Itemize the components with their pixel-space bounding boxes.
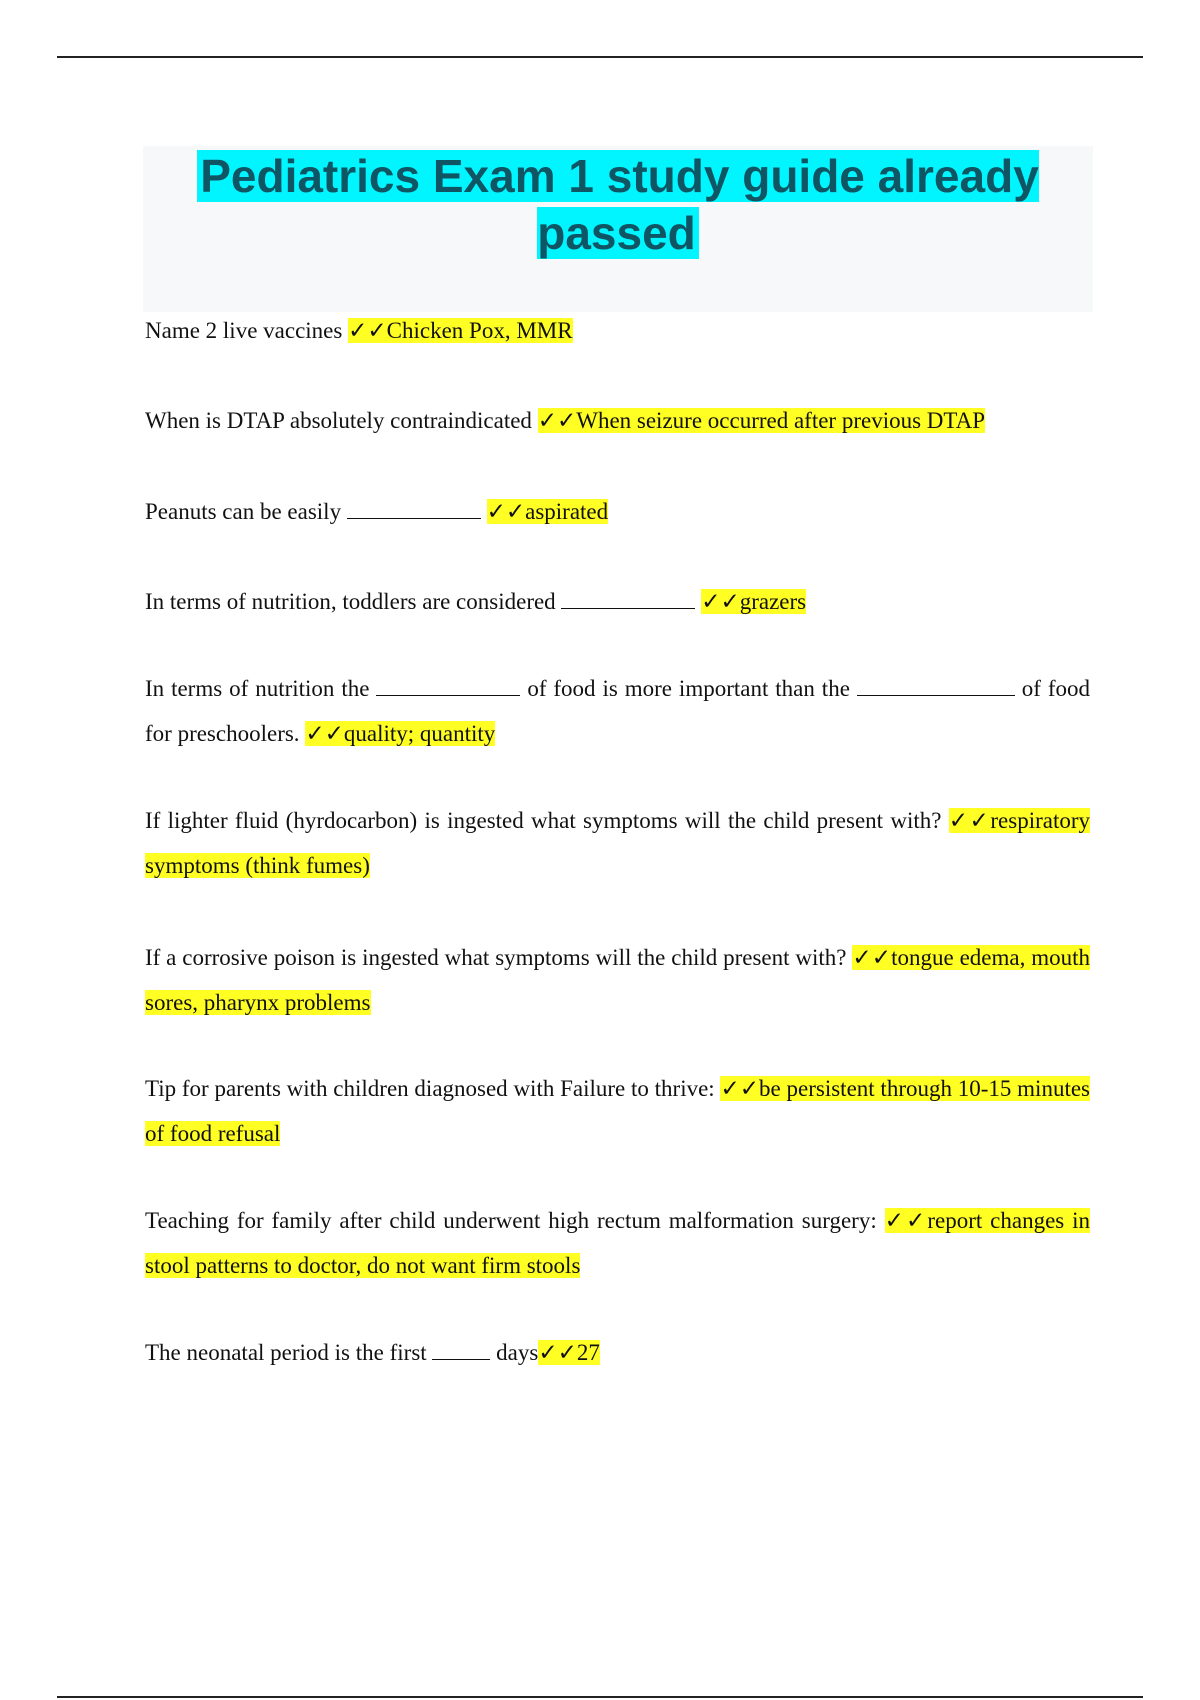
answer-text: aspirated bbox=[525, 499, 609, 524]
question-text: In terms of nutrition, toddlers are considered bbox=[145, 589, 556, 614]
answer-highlight bbox=[538, 408, 985, 433]
answer-text: quality; quantity bbox=[343, 721, 496, 746]
double-check-icon: ✓✓ bbox=[537, 408, 577, 433]
double-check-icon: ✓✓ bbox=[852, 945, 892, 970]
question-text: Name 2 live vaccines bbox=[145, 318, 343, 343]
fill-in-blank bbox=[376, 669, 520, 696]
double-check-icon: ✓✓ bbox=[538, 1340, 577, 1365]
question-text: Teaching for family after child underwent high rectum malformation surgery: bbox=[145, 1208, 877, 1233]
qa-item-9 bbox=[145, 1198, 1090, 1288]
qa-item-8 bbox=[145, 1066, 1090, 1156]
answer-text: tongue edema, mouth sores, pharynx problems bbox=[145, 945, 1090, 1015]
question-text-part-2: of food is more important than the bbox=[527, 676, 850, 701]
double-check-icon: ✓✓ bbox=[486, 499, 526, 524]
page-title: Pediatrics Exam 1 study guide already passed bbox=[143, 146, 1093, 262]
qa-item-10 bbox=[145, 1330, 1090, 1375]
double-check-icon: ✓✓ bbox=[305, 721, 344, 746]
answer-text: 27 bbox=[576, 1340, 600, 1365]
double-check-icon: ✓✓ bbox=[948, 808, 991, 833]
double-check-icon: ✓✓ bbox=[701, 589, 740, 614]
qa-item-5 bbox=[145, 666, 1090, 756]
answer-highlight bbox=[701, 589, 806, 614]
bottom-rule bbox=[57, 1696, 1143, 1698]
answer-text: When seizure occurred after previous DTAP bbox=[576, 408, 986, 433]
title-banner bbox=[143, 146, 1093, 312]
question-text: If a corrosive poison is ingested what symptoms will the child present with? bbox=[145, 945, 847, 970]
answer-highlight bbox=[305, 721, 495, 746]
fill-in-blank bbox=[347, 492, 481, 519]
qa-item-6 bbox=[145, 798, 1090, 888]
top-rule bbox=[57, 56, 1143, 58]
question-text: When is DTAP absolutely contraindicated bbox=[145, 408, 532, 433]
question-text: Tip for parents with children diagnosed with Failure to thrive: bbox=[145, 1076, 715, 1101]
qa-item-2 bbox=[145, 398, 1090, 443]
answer-text: grazers bbox=[739, 589, 807, 614]
question-text: If lighter fluid (hyrdocarbon) is ingested what symptoms will the child present with? bbox=[145, 808, 942, 833]
answer-highlight bbox=[487, 499, 609, 524]
answer-text: Chicken Pox, MMR bbox=[386, 318, 573, 343]
qa-item-3 bbox=[145, 489, 1090, 534]
qa-item-4 bbox=[145, 579, 1090, 624]
question-text-part-1: In terms of nutrition the bbox=[145, 676, 370, 701]
answer-highlight bbox=[538, 1340, 600, 1365]
question-text-part-1: The neonatal period is the first bbox=[145, 1340, 427, 1365]
double-check-icon: ✓✓ bbox=[720, 1076, 760, 1101]
fill-in-blank bbox=[561, 582, 695, 609]
answer-highlight bbox=[348, 318, 572, 343]
answer-text: be persistent through 10-15 minutes of food refusal bbox=[145, 1076, 1090, 1146]
fill-in-blank bbox=[432, 1333, 490, 1360]
question-text: Peanuts can be easily bbox=[145, 499, 342, 524]
answer-text: respiratory symptoms (think fumes) bbox=[145, 808, 1091, 878]
qa-item-1 bbox=[145, 308, 1090, 353]
double-check-icon: ✓✓ bbox=[348, 318, 387, 343]
qa-item-7 bbox=[145, 935, 1090, 1025]
question-text-part-2: days bbox=[496, 1340, 539, 1365]
fill-in-blank bbox=[857, 669, 1015, 696]
question-text-part-3: of food for preschoolers. bbox=[145, 676, 1091, 746]
double-check-icon: ✓✓ bbox=[884, 1208, 928, 1233]
answer-text: report changes in stool patterns to doctor, do not want firm stools bbox=[145, 1208, 1091, 1278]
